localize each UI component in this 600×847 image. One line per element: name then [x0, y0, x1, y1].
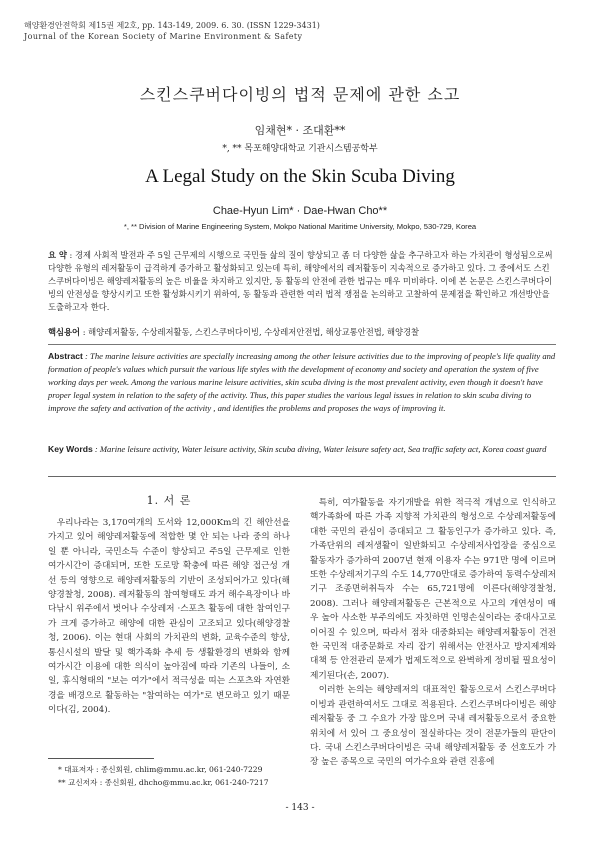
keywords-en-label: Key Words	[48, 444, 93, 454]
journal-header	[24, 20, 320, 42]
page-number: - 143 -	[285, 803, 315, 813]
abstract-label: Abstract	[48, 351, 83, 361]
affiliation-english: *, ** Division of Marine Engineering System, Mokpo National Maritime University, Mokpo, 530-729, Korea	[123, 222, 477, 231]
divider	[48, 476, 556, 477]
paragraph: 특히, 여가활동을 자기개발을 위한 적극적 개념으로 인식하고 핵가족화에 따른 가족 지향적 가치관의 형성으로 수상레저활동에 대한 국민의 관심이 증대되고 그 활동인구가 증가하고 있다. 즉, 가족단위의 레저생활이 일반화되고 수상레저사업장을 중심으로 활동자가 증가하여 2007년 현재 이용자 수는 971만 명에 이르며 또한 수상레저기구의 수도 14,770만대로 증가하여 동력수상레저기구 조종면허취득자 수는 65,721명에 이른다(해양경찰청, 2008). 그러나 해양레저활동은 근본적으로 사고의 개연성이 매우 높아 사소한 부주의에도 자칫하면 인명손실이라는 중대사고로 이어질 수 있으며, 따라서 점차 대중화되는 해양레저활동이 건전한 국민적 대중문화로 자리 잡기 위해서는 안전사고 방지제계와 대책 등 안전관리 문제가 법제도적으로 완벽하게 정비될 필요성이 제기된다(손, 2007).	[310, 498, 556, 681]
summary-text: : 경제 사회적 발전과 주 5일 근무제의 시행으로 국민들 삶의 질이 향상되고 좀 더 다양한 삶을 추구하고자 하는 가치관이 형성됨으로써 다양한 유형의 레저활동이 급격하게 증가하고 활성화되고 있는데 특히, 해양에서의 레저활동이 지속적으로 증가하고 있다. 그 중에서도 스킨스쿠버다이빙은 해양레저활동의 높은 비율을 차지하고 있지만, 동 활동의 안전에 관한 법규는 매우 미비하다. 이에 본 논문은 스킨스쿠버다이빙의 안전성을 향상시키고 또한 활성화시키기 위하여, 동 활동과 관련한 여러 법적 쟁점을 논의하고 고찰하여 문제점을 확인하고 개선방안을 도출하고자 한다.	[48, 250, 553, 312]
korean-keywords	[48, 326, 556, 339]
footnote-corresponding-author: ** 교신저자 : 종신회원, dhcho@mmu.ac.kr, 061-240-7217	[58, 778, 269, 787]
keywords-en-text: : Marine leisure activity, Water leisure activity, Skin scuba diving, Water leisure safety act, Sea traffic safety act, Korea coast guard	[92, 444, 547, 454]
footnote-first-author: * 대표저자 : 종신회원, chlim@mmu.ac.kr, 061-240-7229	[58, 765, 263, 774]
keywords-ko-label: 핵심용어	[48, 327, 81, 337]
footnotes	[58, 763, 269, 789]
journal-citation: 해양환경안전학회 제15권 제2호, pp. 143-149, 2009. 6. 30. (ISSN 1229-3431)	[24, 21, 320, 30]
divider	[48, 344, 556, 345]
summary-label: 요 약	[48, 250, 67, 260]
body-column-left	[48, 516, 290, 718]
footnote-divider	[48, 758, 154, 759]
english-keywords	[48, 443, 556, 456]
authors-korean: 임채현* · 조대환**	[254, 124, 346, 137]
journal-name: Journal of the Korean Society of Marine Environment & Safety	[24, 32, 303, 41]
body-column-right	[310, 496, 556, 770]
title-korean: 스킨스쿠버다이빙의 법적 문제에 관한 소고	[139, 85, 461, 104]
paragraph: 우리나라는 3,170여개의 도서와 12,000Km의 긴 해안선을 가지고 있어 해양레저활동에 적합한 몇 안 되는 나라 중의 하나일 뿐 아니라, 국민소득 수준이 향상되고 주5일 근무제로 인한 여가시간이 증대되며, 또한 도로망 확충에 따른 해양 접근성 개선 등의 영향으로 해양레저활동의 기반이 조성되어가고 있다(해양경찰청, 2008). 레저활동의 참여형태도 과거 해수욕장이나 바다낚시 위주에서 벗어나 수상레저 ·스포츠 활동에 대한 참여인구가 크게 증가하고 해양에 대한 관심이 고조되고 있다(해양경찰청, 2006). 이는 현대 사회의 가치관의 변화, 교육수준의 향상, 통신시설의 발달 및 핵가족화 추세 등 생활환경의 변화와 함께 여가시간 이용에 대한 의식이 높아짐에 따라 기존의 나들이, 소일, 휴식형태의 "보는 여가"에서 적극성을 띠는 스포츠와 자연환경을 배경으로 활동하는 "참여하는 여가"로 변모하고 있기 때문이다(김, 2004).	[48, 518, 290, 716]
paragraph: 이러한 논의는 해양레저의 대표적인 활동으로서 스킨스쿠버다이빙과 관련하여서도 그대로 적용된다. 스킨스쿠버다이빙은 해양레저활동 중 그 수요가 가장 많으며 국내 레저활동으로서 중요한 위치에 서 있어 그 중요성이 절실하다는 것이 전문가들의 판단이다. 국내 스킨스쿠버다이빙은 국내 해양레저활동 중 선호도가 가장 높은 종목으로 국민의 여가수요와 관련 진흥에	[310, 685, 556, 768]
affiliation-korean: *, ** 목포해양대학교 기관시스템공학부	[222, 144, 378, 154]
section-heading: 1. 서 론	[146, 494, 192, 507]
korean-summary	[48, 249, 556, 314]
abstract-text: : The marine leisure activities are specially increasing among the other leisure activities due to the improving of people's life quality and formation of people's values which pursuit the various life styles with the development of economy and society and operation the system of five working days per week. Among the various marine leisure activities, skin scuba diving is the most prevalent activity, even though it doesn't have proper legal system in relation to the safety of the activity. Thus, this paper studies the various legal issues in relation to skin scuba diving to improve the safety and activation of the activity , and identifies the problems and proposes the ways of improving it.	[48, 351, 556, 413]
keywords-ko-text: : 해양레저활동, 수상레저활동, 스킨스쿠버다이빙, 수상레저안전법, 해상교통안전법, 해양경찰	[80, 327, 420, 337]
authors-english: Chae-Hyun Lim* · Dae-Hwan Cho**	[212, 205, 388, 217]
english-abstract	[48, 350, 556, 415]
title-english: A Legal Study on the Skin Scuba Diving	[145, 166, 455, 187]
